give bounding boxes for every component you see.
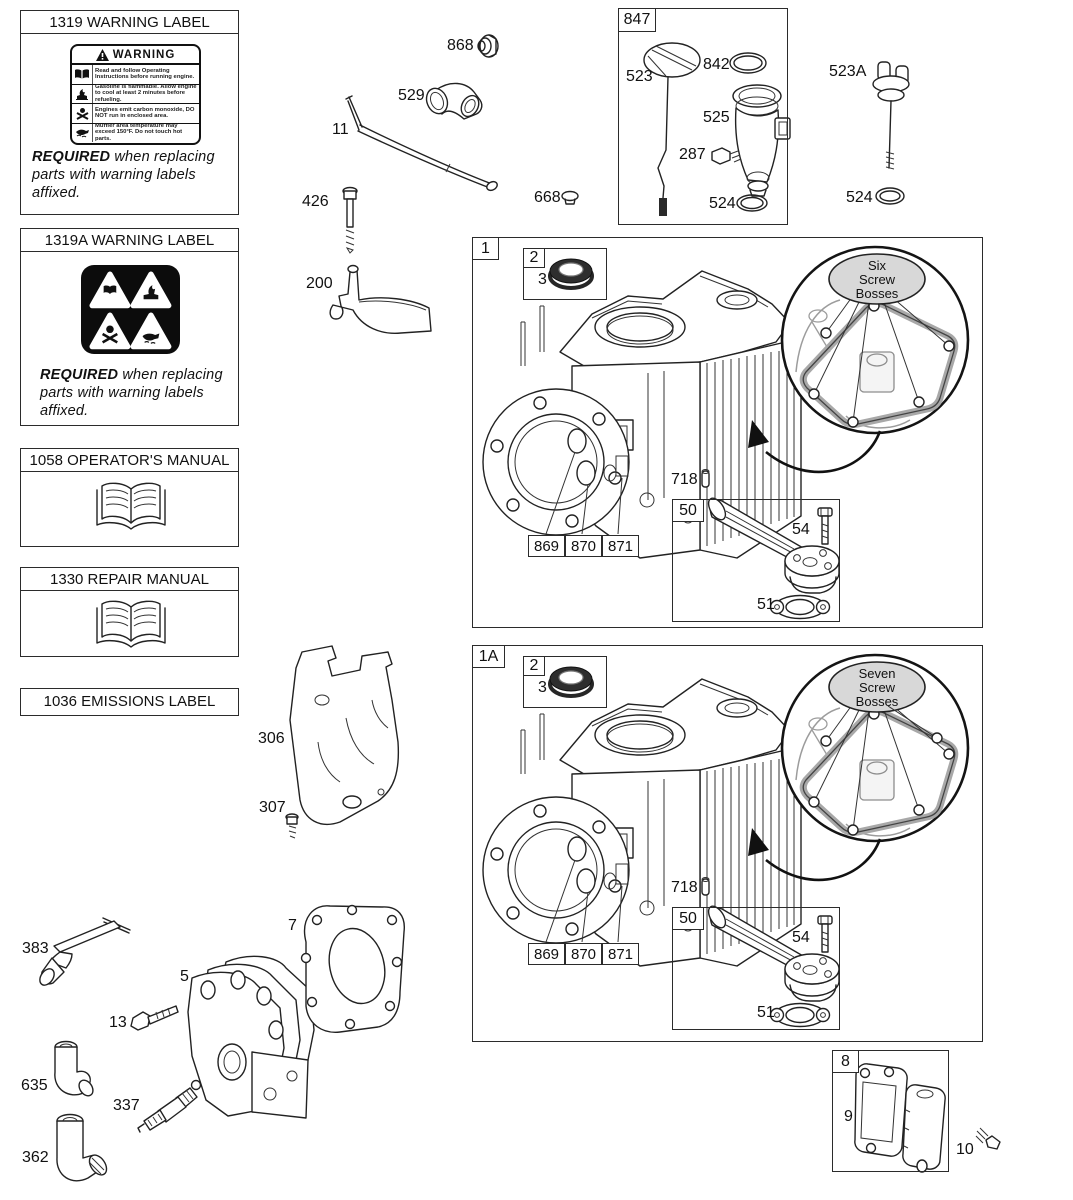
- repair-manual-book-icon: [95, 595, 167, 653]
- warning-label-header: [72, 46, 199, 65]
- callout-54: 54: [792, 521, 810, 538]
- callout-51: 51: [757, 596, 775, 613]
- warning-row: [72, 85, 199, 105]
- callout-868: 868: [447, 37, 474, 54]
- callout-635: 635: [21, 1077, 48, 1094]
- callout-337: 337: [113, 1097, 140, 1114]
- callout-842: 842: [703, 56, 730, 73]
- callout-718: 718: [671, 879, 698, 896]
- ports-table-1a: [528, 943, 639, 965]
- warning-row-text: Engines emit carbon monoxide, DO NOT run in enclosed area.: [95, 106, 195, 120]
- carbon-monoxide-icon: [72, 104, 93, 123]
- box-50-1-id: 50: [672, 499, 704, 522]
- warning-label-1319a-graphic: [81, 265, 180, 354]
- flame-icon: [72, 85, 93, 104]
- callout-362: 362: [22, 1149, 49, 1166]
- port-cell-871: 871: [602, 943, 639, 965]
- port-cell-870: 870: [565, 943, 602, 965]
- panel-operators-manual-title: 1058 OPERATOR'S MANUAL: [21, 449, 238, 472]
- hot-muffler-icon: [72, 124, 93, 143]
- callout-51: 51: [757, 1004, 775, 1021]
- spark-plug-337-art: [138, 1081, 201, 1133]
- callout-54: 54: [792, 929, 810, 946]
- head-gasket-7-art: [302, 906, 405, 1033]
- box-1-id: 1: [472, 237, 499, 260]
- callout-307: 307: [259, 799, 286, 816]
- ports-table-1: [528, 535, 639, 557]
- warning-row: [72, 65, 199, 85]
- port-cell-869: 869: [528, 535, 565, 557]
- port-cell-871: 871: [602, 535, 639, 557]
- port-cell-869: 869: [528, 943, 565, 965]
- callout-525: 525: [703, 109, 730, 126]
- callout-11: 11: [332, 121, 349, 138]
- callout-3: 3: [538, 679, 547, 696]
- seven-screw-bosses-note: Seven Screw Bosses: [855, 666, 899, 709]
- callout-287: 287: [679, 146, 706, 163]
- required-word: REQUIRED: [32, 149, 111, 165]
- plug-wrench-383-art: [37, 918, 130, 988]
- warning-row-text: Read and follow Operating Instructions before running engine.: [95, 67, 195, 81]
- oring-524a-art: [876, 188, 904, 204]
- required-note-1319a: [40, 366, 236, 420]
- cylinder-head-5-art: [188, 956, 314, 1118]
- callout-523a: 523A: [829, 63, 867, 80]
- operators-manual-book-icon: [95, 477, 167, 535]
- callout-524: 524: [709, 195, 736, 212]
- bolt-13-art: [131, 1006, 178, 1030]
- callout-523: 523: [626, 68, 653, 85]
- box-1a-id: 1A: [472, 645, 505, 668]
- elbow-529-art: [423, 83, 482, 119]
- warning-label-1319-graphic: [70, 44, 201, 145]
- elbow-635-art: [55, 1042, 96, 1099]
- warning-row: [72, 124, 199, 143]
- callout-7: 7: [288, 917, 297, 934]
- callout-200: 200: [306, 275, 333, 292]
- screw-426-art: [343, 188, 357, 254]
- panel-warning-1319-title: 1319 WARNING LABEL: [21, 11, 238, 34]
- panel-emissions-label-title: 1036 EMISSIONS LABEL: [43, 693, 216, 710]
- callout-13: 13: [109, 1014, 127, 1031]
- screw-307-art: [286, 814, 298, 838]
- dipstick-523a-art: [873, 62, 909, 169]
- required-rest: when replacing parts with warning labels affixed.: [32, 149, 215, 201]
- callout-426: 426: [302, 193, 329, 210]
- box-1-seal-id-2: 2: [523, 248, 545, 268]
- required-rest: when replacing parts with warning labels affixed.: [40, 367, 223, 419]
- box-847-id: 847: [618, 8, 656, 32]
- callout-718: 718: [671, 471, 698, 488]
- port-cell-870: 870: [565, 535, 602, 557]
- callout-524a: 524: [846, 189, 873, 206]
- plug-668-art: [562, 192, 578, 205]
- box-8-id: 8: [832, 1050, 859, 1073]
- panel-emissions-label: [20, 688, 239, 716]
- callout-383: 383: [22, 940, 49, 957]
- callout-668: 668: [534, 189, 561, 206]
- required-note-1319: [32, 148, 232, 202]
- screw-10-art: [976, 1128, 1000, 1149]
- elbow-362-art: [57, 1115, 110, 1181]
- callout-3: 3: [538, 271, 547, 288]
- callout-529: 529: [398, 87, 425, 104]
- callout-5: 5: [180, 968, 189, 985]
- callout-9: 9: [844, 1108, 853, 1125]
- panel-warning-1319a-title: 1319A WARNING LABEL: [21, 229, 238, 252]
- warning-row-text: Muffler area temperature may exceed 150°F. Do not touch hot parts.: [95, 122, 183, 143]
- box-50-1a-id: 50: [672, 907, 704, 930]
- callout-306: 306: [258, 730, 285, 747]
- grommet-868-art: [478, 35, 498, 57]
- callout-10: 10: [956, 1141, 974, 1158]
- heat-shield-306-art: [290, 646, 398, 824]
- box-1a-seal-id-2: 2: [523, 656, 545, 676]
- warning-word: WARNING: [112, 48, 176, 61]
- warning-triangle-icon: [96, 49, 109, 61]
- required-word: REQUIRED: [40, 367, 119, 383]
- book-icon: [72, 65, 93, 84]
- six-screw-bosses-note: Six Screw Bosses: [855, 258, 899, 301]
- panel-repair-manual-title: 1330 REPAIR MANUAL: [21, 568, 238, 591]
- warning-row: [72, 104, 199, 124]
- bracket-200-art: [330, 266, 431, 334]
- warning-row-text: Gasoline is flammable. Allow engine to cool at least 2 minutes before refueling.: [95, 83, 197, 104]
